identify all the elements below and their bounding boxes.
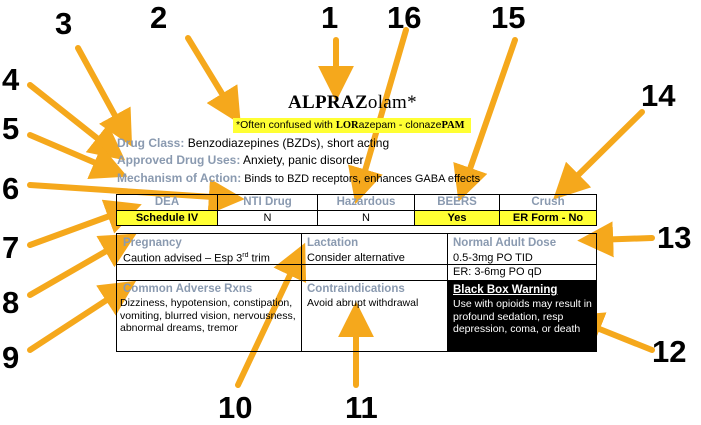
header-crush: Crush (531, 196, 565, 208)
confusion-drug1-rest: azepam (358, 119, 396, 131)
value-hazardous: N (362, 212, 370, 224)
callout-13: 13 (657, 220, 692, 255)
header-nti: NTI Drug (243, 196, 292, 208)
dose-label: Normal Adult Dose (453, 237, 557, 249)
pregnancy-value-pre: Caution advised – Esp 3 (123, 252, 243, 265)
callout-16: 16 (387, 0, 422, 35)
arrow-8 (30, 242, 122, 295)
drug-uses-value: Anxiety, panic disorder (240, 153, 364, 167)
lactation-label: Lactation (307, 237, 359, 249)
header-beers: BEERS (437, 196, 477, 208)
callout-12: 12 (652, 334, 687, 369)
lactation-value: Consider alternative (307, 252, 405, 264)
header-hazardous: Hazardous (336, 196, 396, 208)
confusion-drug2-bold: PAM (441, 120, 465, 131)
confusion-warning (233, 118, 471, 133)
callout-5: 5 (2, 111, 20, 146)
callout-3: 3 (55, 6, 73, 41)
drug-class-line (117, 136, 389, 150)
drug-title-star: * (407, 92, 417, 113)
callout-2: 2 (150, 0, 168, 35)
callout-11: 11 (345, 390, 378, 425)
dose-line-1: 0.5-3mg PO TID (453, 252, 533, 264)
black-box-warning (448, 281, 596, 351)
drug-uses-label: Approved Drug Uses: (117, 153, 241, 167)
callout-7: 7 (2, 230, 20, 265)
adverse-label: Common Adverse Rxns (123, 283, 253, 295)
drug-properties-table (116, 194, 597, 226)
callout-8: 8 (2, 285, 20, 320)
value-nti: N (263, 212, 272, 224)
callout-6: 6 (2, 171, 20, 206)
dose-line-2: ER: 3-6mg PO qD (453, 266, 542, 278)
callout-4: 4 (2, 62, 20, 97)
drug-title-bold: ALPRAZ (288, 92, 368, 113)
value-beers: Yes (415, 211, 499, 225)
drug-class-value: Benzodiazepines (BZDs), short acting (184, 136, 390, 150)
callout-9: 9 (2, 340, 20, 375)
pregnancy-value-post: trim (248, 252, 270, 265)
black-box-label: Black Box Warning (453, 284, 558, 296)
moa-label: Mechanism of Action: (117, 171, 242, 185)
contraindications-label: Contraindications (307, 283, 405, 295)
value-dea: Schedule IV (117, 211, 217, 225)
pregnancy-label: Pregnancy (123, 237, 182, 249)
confusion-sep: - clonaze (395, 119, 442, 131)
pregnancy-value (123, 252, 299, 265)
arrow-9 (30, 290, 122, 350)
arrow-13 (594, 238, 652, 240)
moa-value: Binds to BZD receptors, enhances GABA effects (241, 173, 481, 185)
pregnancy-value-sup: rd (242, 252, 249, 259)
moa-line (117, 171, 480, 185)
drug-title (288, 92, 417, 114)
callout-15: 15 (491, 0, 526, 35)
black-box-value: Use with opioids may result in profound sedation, resp depression, coma, or death (453, 298, 592, 335)
arrow-15 (464, 40, 515, 186)
callout-10: 10 (218, 390, 253, 425)
adverse-value: Dizziness, hypotension, constipation, vomiting, blurred vision, nervousness, abnormal dreams, tremor (120, 297, 296, 334)
clinical-info-grid (116, 233, 597, 352)
callout-1: 1 (321, 0, 339, 35)
drug-uses-line (117, 153, 364, 167)
callout-14: 14 (641, 78, 676, 113)
header-dea: DEA (154, 196, 180, 208)
confusion-prefix: *Often confused with (236, 119, 336, 131)
confusion-drug1-bold: LOR (335, 120, 359, 131)
contraindications-value: Avoid abrupt withdrawal (307, 297, 419, 309)
arrow-7 (30, 210, 126, 245)
drug-class-label: Drug Class: (117, 136, 185, 150)
arrow-3 (78, 48, 124, 132)
drug-title-rest: olam (367, 92, 408, 113)
value-crush: ER Form - No (500, 211, 596, 225)
arrow-14 (565, 112, 642, 188)
arrow-2 (188, 38, 232, 110)
